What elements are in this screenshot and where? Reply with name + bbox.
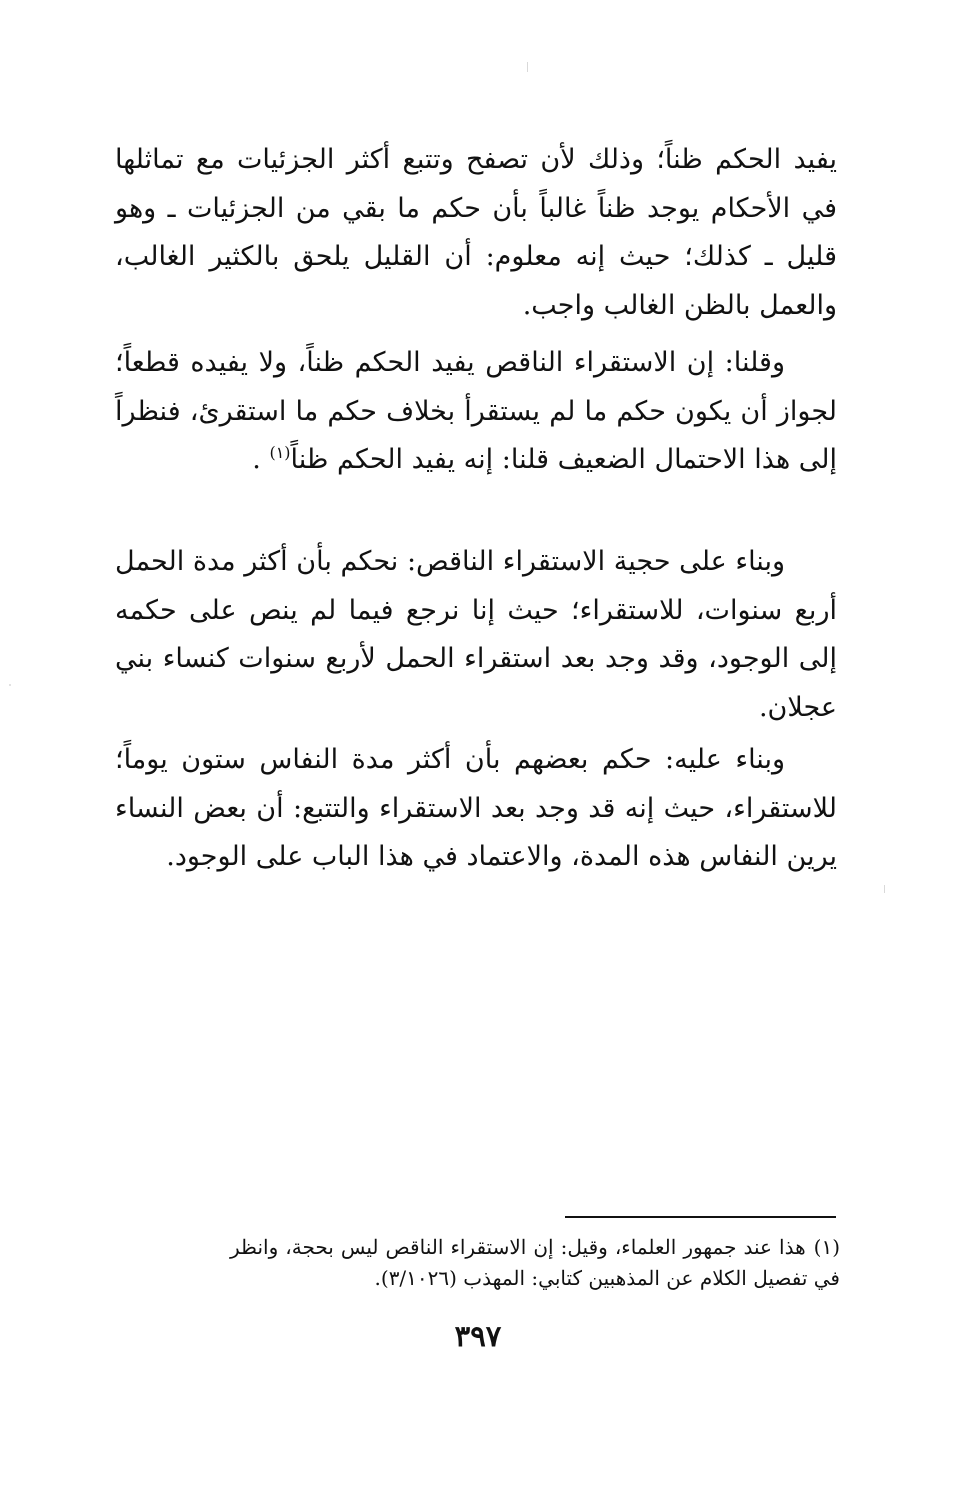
footnote-reference: (١) [269,443,291,462]
paragraph-2-end: . [252,444,261,475]
scan-speck [9,684,11,686]
footnote [230,1232,840,1294]
footnote-separator [565,1216,836,1218]
paragraph-2-text: وقلنا: إن الاستقراء الناقص يفيد الحكم ظناً، ولا يفيده قطعاً؛ لجواز أن يكون حكم ما لم يستقرأ بخلاف حكم ما استقرئ، فنظراً إلى هذا الاحتمال الضعيف قلنا: إنه يفيد الحكم ظناً [115,347,837,475]
paragraph-1: يفيد الحكم ظناً؛ وذلك لأن تصفح وتتبع أكثر الجزئيات مع تماثلها في الأحكام يوجد ظناً غالباً بأن حكم ما بقي من الجزئيات ـ وهو قليل ـ كذلك؛ حيث إنه معلوم: أن القليل يلحق بالكثير الغالب، والعمل بالظن الغالب واجب. [115,144,837,321]
footnote-text: هذا عند جمهور العلماء، وقيل: إن الاستقراء الناقص ليس بحجة، وانظر في تفصيل الكلام عن المذهبين كتابي: المهذب (٣/١٠٢٦). [230,1235,840,1290]
paragraph-4: وبناء عليه: حكم بعضهم بأن أكثر مدة النفاس ستون يوماً؛ للاستقراء، حيث إنه قد وجد بعد الاستقراء والتتبع: أن بعض النساء يرين النفاس هذه المدة، والاعتماد في هذا الباب على الوجود. [115,744,837,872]
page-number: ٣٩٧ [454,1319,502,1353]
footnote-number: (١) [813,1235,840,1259]
paragraph-2 [115,339,837,485]
scan-speck [884,885,885,893]
scan-speck [527,62,528,72]
paragraph-3: وبناء على حجية الاستقراء الناقص: نحكم بأن أكثر مدة الحمل أربع سنوات، للاستقراء؛ حيث إنا نرجع فيما لم ينص على حكمه إلى الوجود، وقد وجد بعد استقراء الحمل لأربع سنوات كنساء بني عجلان. [115,546,837,723]
